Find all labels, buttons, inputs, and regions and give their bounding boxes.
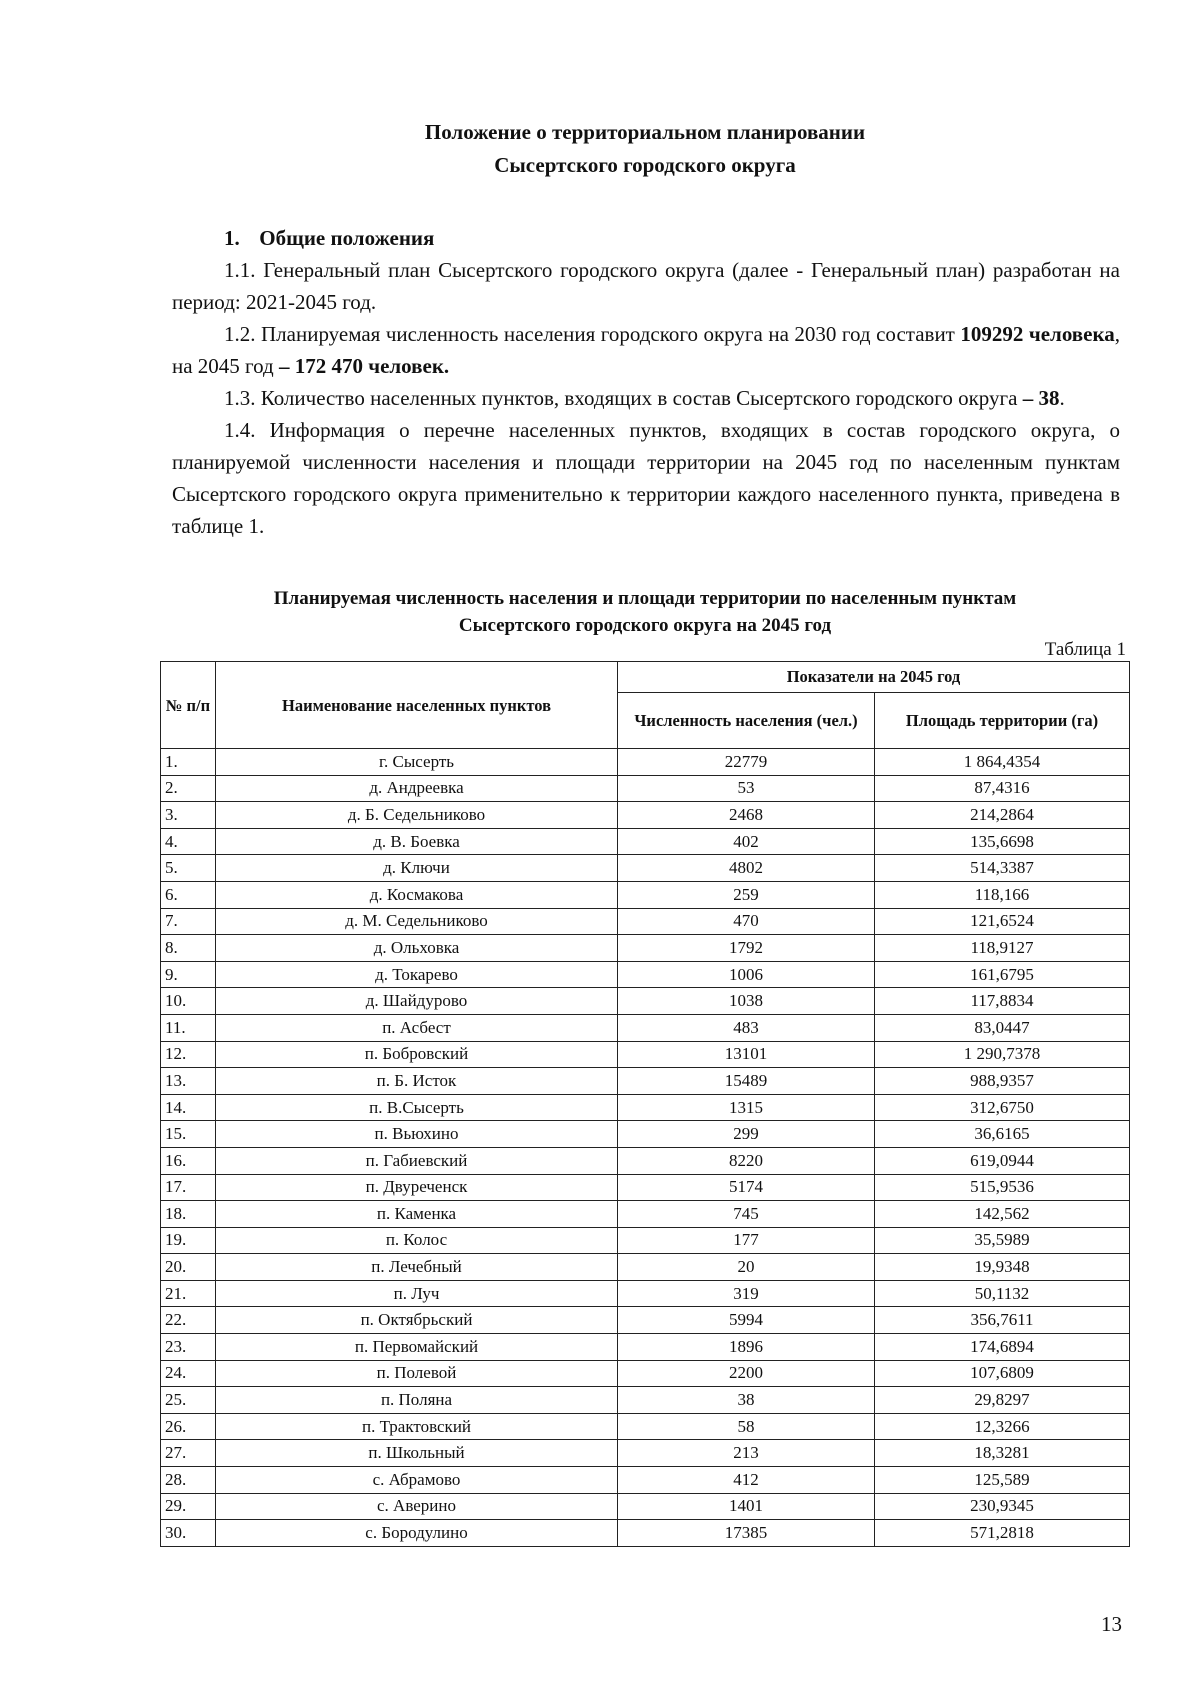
table-header-row-1 bbox=[161, 662, 1130, 693]
table-row bbox=[161, 881, 1130, 908]
population-value: 745 bbox=[618, 1201, 875, 1228]
row-number: 27. bbox=[161, 1440, 216, 1467]
settlement-name: с. Бородулино bbox=[216, 1520, 618, 1547]
settlement-name: с. Абрамово bbox=[216, 1467, 618, 1494]
settlement-name: п. Колос bbox=[216, 1227, 618, 1254]
table-row bbox=[161, 855, 1130, 882]
paragraph-1-3-end: . bbox=[1059, 386, 1065, 410]
population-value: 470 bbox=[618, 908, 875, 935]
area-value: 18,3281 bbox=[875, 1440, 1130, 1467]
population-value: 15489 bbox=[618, 1068, 875, 1095]
row-number: 22. bbox=[161, 1307, 216, 1334]
area-value: 571,2818 bbox=[875, 1520, 1130, 1547]
row-number: 18. bbox=[161, 1201, 216, 1228]
area-value: 135,6698 bbox=[875, 828, 1130, 855]
settlement-name: п. Двуреченск bbox=[216, 1174, 618, 1201]
settlement-name: п. В.Сысерть bbox=[216, 1094, 618, 1121]
population-value: 1315 bbox=[618, 1094, 875, 1121]
table-row bbox=[161, 1360, 1130, 1387]
table-row bbox=[161, 775, 1130, 802]
settlement-name: п. Полевой bbox=[216, 1360, 618, 1387]
row-number: 8. bbox=[161, 935, 216, 962]
document-title-line-2: Сысертского городского округа bbox=[494, 153, 796, 177]
area-value: 117,8834 bbox=[875, 988, 1130, 1015]
area-value: 29,8297 bbox=[875, 1387, 1130, 1414]
header-name: Наименование населенных пунктов bbox=[216, 662, 618, 749]
paragraph-1-3 bbox=[172, 382, 1120, 414]
settlement-name: д. Ольховка bbox=[216, 935, 618, 962]
area-value: 356,7611 bbox=[875, 1307, 1130, 1334]
settlement-name: п. Габиевский bbox=[216, 1147, 618, 1174]
settlement-name: д. Андреевка bbox=[216, 775, 618, 802]
population-value: 53 bbox=[618, 775, 875, 802]
population-2045: – 172 470 человек. bbox=[278, 354, 450, 378]
table-row bbox=[161, 1467, 1130, 1494]
population-value: 8220 bbox=[618, 1147, 875, 1174]
area-value: 230,9345 bbox=[875, 1493, 1130, 1520]
population-value: 22779 bbox=[618, 749, 875, 776]
row-number: 26. bbox=[161, 1413, 216, 1440]
settlement-name: д. Б. Седельниково bbox=[216, 802, 618, 829]
row-number: 13. bbox=[161, 1068, 216, 1095]
settlement-name: г. Сысерть bbox=[216, 749, 618, 776]
table-row bbox=[161, 1094, 1130, 1121]
row-number: 23. bbox=[161, 1334, 216, 1361]
table-row bbox=[161, 1227, 1130, 1254]
row-number: 4. bbox=[161, 828, 216, 855]
row-number: 2. bbox=[161, 775, 216, 802]
area-value: 36,6165 bbox=[875, 1121, 1130, 1148]
settlement-name: п. Б. Исток bbox=[216, 1068, 618, 1095]
settlement-name: п. Поляна bbox=[216, 1387, 618, 1414]
section-general-provisions bbox=[172, 222, 1120, 542]
row-number: 29. bbox=[161, 1493, 216, 1520]
population-value: 1038 bbox=[618, 988, 875, 1015]
paragraph-1-2 bbox=[172, 318, 1120, 382]
settlement-name: д. Токарево bbox=[216, 961, 618, 988]
area-value: 515,9536 bbox=[875, 1174, 1130, 1201]
row-number: 11. bbox=[161, 1014, 216, 1041]
settlement-name: п. Первомайский bbox=[216, 1334, 618, 1361]
table-row bbox=[161, 988, 1130, 1015]
paragraph-1-4: 1.4. Информация о перечне населенных пунктов, входящих в состав городского округа, о планируемой численности населения и площади территории на 2045 год по населенным пунктам Сысертского городского округа применительно к территории каждого населенного пункта, приведена в таблице 1. bbox=[172, 418, 1120, 538]
row-number: 12. bbox=[161, 1041, 216, 1068]
area-value: 19,9348 bbox=[875, 1254, 1130, 1281]
settlement-name: п. Трактовский bbox=[216, 1413, 618, 1440]
table-row bbox=[161, 802, 1130, 829]
area-value: 514,3387 bbox=[875, 855, 1130, 882]
population-value: 5994 bbox=[618, 1307, 875, 1334]
page-number: 13 bbox=[1101, 1612, 1122, 1636]
row-number: 14. bbox=[161, 1094, 216, 1121]
row-number: 16. bbox=[161, 1147, 216, 1174]
area-value: 1 864,4354 bbox=[875, 749, 1130, 776]
settlement-name: п. Вьюхино bbox=[216, 1121, 618, 1148]
area-value: 118,9127 bbox=[875, 935, 1130, 962]
header-indicators-2045: Показатели на 2045 год bbox=[618, 662, 1130, 693]
table-title-line-1: Планируемая численность населения и площади территории по населенным пунктам bbox=[273, 588, 1017, 609]
table-row bbox=[161, 1334, 1130, 1361]
population-value: 483 bbox=[618, 1014, 875, 1041]
settlement-name: п. Октябрьский bbox=[216, 1307, 618, 1334]
area-value: 107,6809 bbox=[875, 1360, 1130, 1387]
row-number: 10. bbox=[161, 988, 216, 1015]
area-value: 118,166 bbox=[875, 881, 1130, 908]
settlement-name: д. М. Седельниково bbox=[216, 908, 618, 935]
row-number: 28. bbox=[161, 1467, 216, 1494]
population-value: 1006 bbox=[618, 961, 875, 988]
area-value: 619,0944 bbox=[875, 1147, 1130, 1174]
population-value: 412 bbox=[618, 1467, 875, 1494]
population-value: 5174 bbox=[618, 1174, 875, 1201]
paragraph-1-2-text-a: 1.2. Планируемая численность населения городского округа на 2030 год составит bbox=[224, 322, 961, 346]
area-value: 312,6750 bbox=[875, 1094, 1130, 1121]
row-number: 15. bbox=[161, 1121, 216, 1148]
row-number: 19. bbox=[161, 1227, 216, 1254]
table-row bbox=[161, 1014, 1130, 1041]
area-value: 121,6524 bbox=[875, 908, 1130, 935]
settlement-name: д. Космакова bbox=[216, 881, 618, 908]
area-value: 174,6894 bbox=[875, 1334, 1130, 1361]
area-value: 87,4316 bbox=[875, 775, 1130, 802]
area-value: 161,6795 bbox=[875, 961, 1130, 988]
settlement-name: д. Шайдурово bbox=[216, 988, 618, 1015]
table-title bbox=[160, 585, 1130, 639]
section-number: 1. bbox=[224, 226, 240, 250]
table-row bbox=[161, 1254, 1130, 1281]
settlement-name: п. Бобровский bbox=[216, 1041, 618, 1068]
population-value: 319 bbox=[618, 1280, 875, 1307]
population-value: 13101 bbox=[618, 1041, 875, 1068]
row-number: 17. bbox=[161, 1174, 216, 1201]
population-value: 177 bbox=[618, 1227, 875, 1254]
settlement-name: п. Асбест bbox=[216, 1014, 618, 1041]
row-number: 1. bbox=[161, 749, 216, 776]
area-value: 83,0447 bbox=[875, 1014, 1130, 1041]
population-value: 58 bbox=[618, 1413, 875, 1440]
table-row bbox=[161, 935, 1130, 962]
table-header bbox=[161, 662, 1130, 749]
row-number: 25. bbox=[161, 1387, 216, 1414]
table-row bbox=[161, 749, 1130, 776]
row-number: 3. bbox=[161, 802, 216, 829]
table-row bbox=[161, 1041, 1130, 1068]
population-value: 299 bbox=[618, 1121, 875, 1148]
paragraph-1-2-text-b: , на 2045 год bbox=[172, 322, 1120, 378]
settlement-name: п. Каменка bbox=[216, 1201, 618, 1228]
settlement-name: п. Луч bbox=[216, 1280, 618, 1307]
population-value: 1896 bbox=[618, 1334, 875, 1361]
population-value: 4802 bbox=[618, 855, 875, 882]
population-value: 1792 bbox=[618, 935, 875, 962]
settlement-name: п. Лечебный bbox=[216, 1254, 618, 1281]
area-value: 12,3266 bbox=[875, 1413, 1130, 1440]
row-number: 20. bbox=[161, 1254, 216, 1281]
area-value: 50,1132 bbox=[875, 1280, 1130, 1307]
area-value: 1 290,7378 bbox=[875, 1041, 1130, 1068]
table-row bbox=[161, 1280, 1130, 1307]
row-number: 6. bbox=[161, 881, 216, 908]
population-value: 20 bbox=[618, 1254, 875, 1281]
row-number: 24. bbox=[161, 1360, 216, 1387]
table-row bbox=[161, 1068, 1130, 1095]
area-value: 988,9357 bbox=[875, 1068, 1130, 1095]
table-row bbox=[161, 1174, 1130, 1201]
row-number: 9. bbox=[161, 961, 216, 988]
table-title-line-2: Сысертского городского округа на 2045 год bbox=[458, 615, 832, 636]
header-population: Численность населения (чел.) bbox=[618, 692, 875, 748]
population-value: 402 bbox=[618, 828, 875, 855]
settlements-table bbox=[160, 661, 1130, 1547]
table-row bbox=[161, 1121, 1130, 1148]
population-2030: 109292 человека bbox=[960, 322, 1115, 346]
table-row bbox=[161, 1413, 1130, 1440]
table-row bbox=[161, 961, 1130, 988]
settlement-name: д. В. Боевка bbox=[216, 828, 618, 855]
area-value: 142,562 bbox=[875, 1201, 1130, 1228]
area-value: 35,5989 bbox=[875, 1227, 1130, 1254]
table-label: Таблица 1 bbox=[1044, 639, 1126, 660]
document-title-line-1: Положение о территориальном планировании bbox=[424, 120, 866, 144]
table-row bbox=[161, 1493, 1130, 1520]
row-number: 7. bbox=[161, 908, 216, 935]
population-value: 1401 bbox=[618, 1493, 875, 1520]
table-body bbox=[161, 749, 1130, 1547]
paragraph-1-1: 1.1. Генеральный план Сысертского городского округа (далее - Генеральный план) разработан на период: 2021-2045 год. bbox=[172, 258, 1120, 314]
table-row bbox=[161, 1440, 1130, 1467]
population-value: 259 bbox=[618, 881, 875, 908]
paragraph-1-3-text: 1.3. Количество населенных пунктов, входящих в состав Сысертского городского округа bbox=[224, 386, 1023, 410]
settlement-count: – 38 bbox=[1022, 386, 1060, 410]
area-value: 214,2864 bbox=[875, 802, 1130, 829]
settlement-name: д. Ключи bbox=[216, 855, 618, 882]
header-num: № п/п bbox=[161, 662, 216, 749]
table-row bbox=[161, 1201, 1130, 1228]
table-row bbox=[161, 1307, 1130, 1334]
document-title bbox=[160, 116, 1130, 182]
settlement-name: п. Школьный bbox=[216, 1440, 618, 1467]
population-value: 2200 bbox=[618, 1360, 875, 1387]
area-value: 125,589 bbox=[875, 1467, 1130, 1494]
header-area: Площадь территории (га) bbox=[875, 692, 1130, 748]
population-value: 17385 bbox=[618, 1520, 875, 1547]
row-number: 21. bbox=[161, 1280, 216, 1307]
settlement-name: с. Аверино bbox=[216, 1493, 618, 1520]
table-row bbox=[161, 1147, 1130, 1174]
population-value: 213 bbox=[618, 1440, 875, 1467]
row-number: 30. bbox=[161, 1520, 216, 1547]
section-heading bbox=[172, 222, 1120, 254]
table-row bbox=[161, 1520, 1130, 1547]
population-value: 2468 bbox=[618, 802, 875, 829]
table-row bbox=[161, 1387, 1130, 1414]
population-value: 38 bbox=[618, 1387, 875, 1414]
table-row bbox=[161, 908, 1130, 935]
table-row bbox=[161, 828, 1130, 855]
section-heading-text: Общие положения bbox=[259, 226, 435, 250]
row-number: 5. bbox=[161, 855, 216, 882]
